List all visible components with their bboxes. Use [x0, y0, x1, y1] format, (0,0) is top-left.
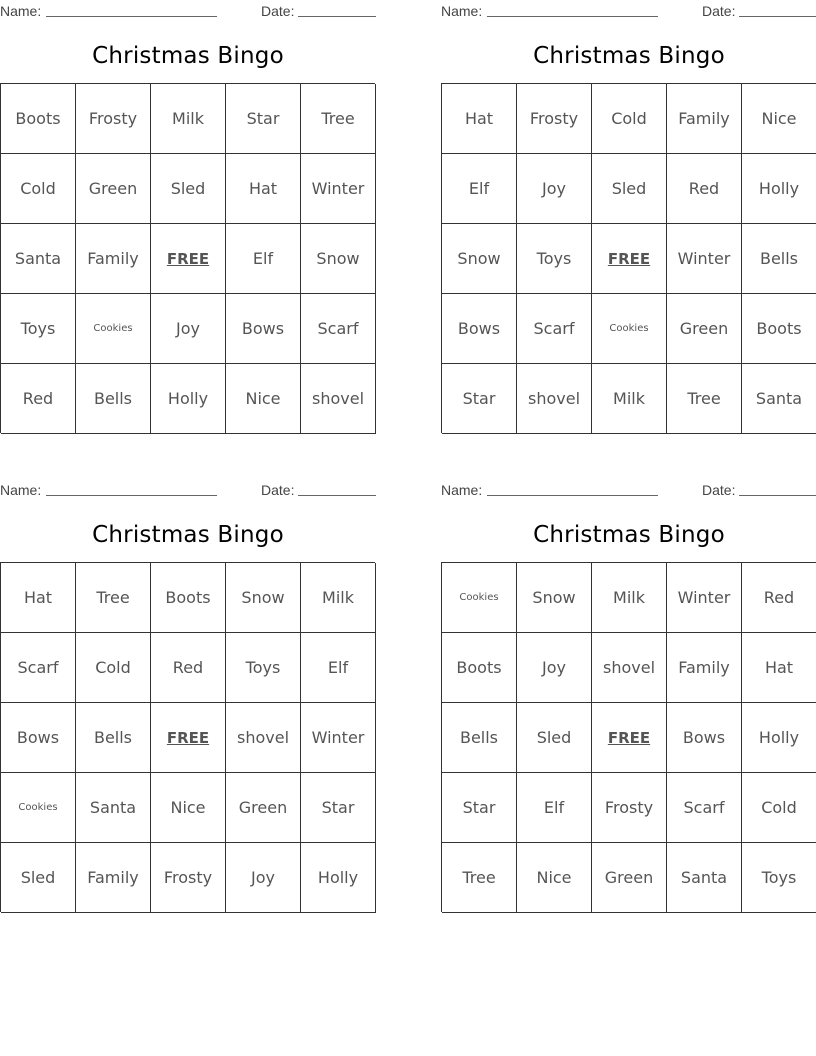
bingo-cell: Boots — [742, 294, 816, 364]
card-header — [0, 479, 376, 499]
bingo-cell: Boots — [1, 84, 76, 154]
bingo-cell: Red — [667, 154, 742, 224]
bingo-cell: Nice — [742, 84, 816, 154]
bingo-cell: Sled — [1, 843, 76, 913]
bingo-cell: Toys — [226, 633, 301, 703]
name-line — [487, 16, 658, 17]
bingo-cell: Boots — [442, 633, 517, 703]
bingo-cell: Family — [667, 633, 742, 703]
name-label: Name: — [0, 482, 42, 498]
bingo-cell: Hat — [742, 633, 816, 703]
bingo-cell: Star — [442, 773, 517, 843]
date-line — [739, 16, 816, 17]
bingo-cell: Green — [76, 154, 151, 224]
bingo-cell: Cookies — [1, 773, 76, 843]
bingo-cell: Tree — [301, 84, 376, 154]
bingo-cell: Santa — [742, 364, 816, 434]
bingo-cell: Cookies — [442, 563, 517, 633]
card-title: Christmas Bingo — [533, 522, 725, 548]
bingo-card — [441, 479, 816, 913]
bingo-cell: Santa — [1, 224, 76, 294]
bingo-cell: Cold — [1, 154, 76, 224]
name-label: Name: — [0, 3, 42, 19]
bingo-cell: Star — [442, 364, 517, 434]
bingo-cell: Bells — [76, 364, 151, 434]
bingo-cell: Joy — [517, 633, 592, 703]
date-line — [298, 495, 376, 496]
bingo-cell: Frosty — [592, 773, 667, 843]
bingo-cell: Sled — [151, 154, 226, 224]
date-label: Date: — [702, 482, 736, 498]
bingo-cell: Hat — [226, 154, 301, 224]
bingo-cell: Bells — [742, 224, 816, 294]
bingo-grid — [441, 83, 816, 433]
bingo-cell: Milk — [151, 84, 226, 154]
bingo-cell: Milk — [301, 563, 376, 633]
bingo-cell: Joy — [151, 294, 226, 364]
bingo-cell: Green — [667, 294, 742, 364]
free-space-cell: FREE — [151, 224, 226, 294]
name-label: Name: — [441, 3, 483, 19]
bingo-cell: Holly — [742, 703, 816, 773]
bingo-cell: Bows — [442, 294, 517, 364]
bingo-cell: Scarf — [667, 773, 742, 843]
bingo-cell: Nice — [151, 773, 226, 843]
bingo-cell: Cold — [592, 84, 667, 154]
card-title: Christmas Bingo — [92, 43, 284, 69]
bingo-cell: Sled — [592, 154, 667, 224]
card-header — [441, 0, 816, 20]
bingo-cell: Snow — [226, 563, 301, 633]
bingo-cell: Snow — [301, 224, 376, 294]
bingo-cell: Winter — [301, 703, 376, 773]
card-title: Christmas Bingo — [92, 522, 284, 548]
bingo-cell: Milk — [592, 364, 667, 434]
bingo-cell: Red — [151, 633, 226, 703]
date-line — [739, 495, 816, 496]
bingo-cell: Cookies — [592, 294, 667, 364]
bingo-cell: Elf — [442, 154, 517, 224]
bingo-cell: Hat — [442, 84, 517, 154]
bingo-cell: Star — [301, 773, 376, 843]
name-label: Name: — [441, 482, 483, 498]
name-line — [46, 495, 217, 496]
bingo-cell: Nice — [517, 843, 592, 913]
bingo-cell: Red — [742, 563, 816, 633]
bingo-grid — [0, 83, 375, 433]
card-title: Christmas Bingo — [533, 43, 725, 69]
bingo-cell: Frosty — [517, 84, 592, 154]
bingo-cell: Snow — [517, 563, 592, 633]
bingo-cell: Bows — [667, 703, 742, 773]
date-line — [298, 16, 376, 17]
bingo-cell: Frosty — [76, 84, 151, 154]
bingo-cell: Boots — [151, 563, 226, 633]
bingo-cell: Star — [226, 84, 301, 154]
name-line — [487, 495, 658, 496]
bingo-cell: Bows — [226, 294, 301, 364]
bingo-cell: Elf — [301, 633, 376, 703]
card-header — [0, 0, 376, 20]
bingo-cell: shovel — [301, 364, 376, 434]
bingo-cell: Cookies — [76, 294, 151, 364]
bingo-cell: Scarf — [517, 294, 592, 364]
bingo-cell: Toys — [1, 294, 76, 364]
bingo-cell: Joy — [226, 843, 301, 913]
bingo-card — [0, 479, 376, 913]
bingo-card — [441, 0, 816, 434]
bingo-cell: Milk — [592, 563, 667, 633]
bingo-cell: Winter — [301, 154, 376, 224]
bingo-cell: Family — [667, 84, 742, 154]
bingo-cell: Joy — [517, 154, 592, 224]
bingo-cell: Santa — [76, 773, 151, 843]
bingo-cell: shovel — [517, 364, 592, 434]
free-space-cell: FREE — [592, 703, 667, 773]
bingo-cell: Red — [1, 364, 76, 434]
bingo-cell: Scarf — [1, 633, 76, 703]
bingo-cell: Toys — [517, 224, 592, 294]
bingo-cell: Toys — [742, 843, 816, 913]
bingo-cell: Cold — [742, 773, 816, 843]
bingo-cell: Holly — [742, 154, 816, 224]
bingo-cell: Holly — [301, 843, 376, 913]
bingo-cell: Tree — [667, 364, 742, 434]
bingo-card — [0, 0, 376, 434]
bingo-cell: Bells — [76, 703, 151, 773]
date-label: Date: — [261, 3, 295, 19]
free-space-cell: FREE — [151, 703, 226, 773]
free-space-cell: FREE — [592, 224, 667, 294]
bingo-cell: Scarf — [301, 294, 376, 364]
bingo-cell: Family — [76, 843, 151, 913]
bingo-cell: Bells — [442, 703, 517, 773]
bingo-cell: Cold — [76, 633, 151, 703]
bingo-grid — [0, 562, 375, 912]
card-header — [441, 479, 816, 499]
bingo-cell: Frosty — [151, 843, 226, 913]
bingo-cell: Snow — [442, 224, 517, 294]
bingo-cell: Santa — [667, 843, 742, 913]
bingo-cell: Elf — [226, 224, 301, 294]
bingo-cell: Tree — [442, 843, 517, 913]
bingo-cell: Elf — [517, 773, 592, 843]
name-line — [46, 16, 217, 17]
bingo-cell: Holly — [151, 364, 226, 434]
bingo-cell: Tree — [76, 563, 151, 633]
bingo-cell: Bows — [1, 703, 76, 773]
bingo-cell: Sled — [517, 703, 592, 773]
date-label: Date: — [261, 482, 295, 498]
bingo-cell: Green — [592, 843, 667, 913]
bingo-cell: shovel — [226, 703, 301, 773]
bingo-cell: Winter — [667, 224, 742, 294]
bingo-cell: Green — [226, 773, 301, 843]
date-label: Date: — [702, 3, 736, 19]
bingo-cell: shovel — [592, 633, 667, 703]
bingo-grid — [441, 562, 816, 912]
bingo-cell: Winter — [667, 563, 742, 633]
bingo-cell: Hat — [1, 563, 76, 633]
bingo-cell: Family — [76, 224, 151, 294]
bingo-cell: Nice — [226, 364, 301, 434]
